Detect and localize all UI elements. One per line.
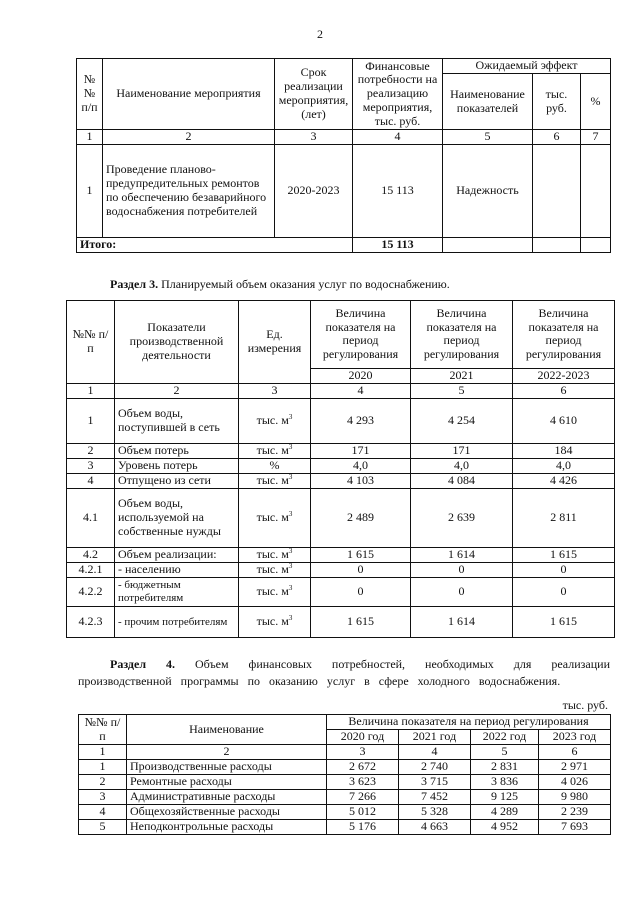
header-year-2: 2021 год [399,730,471,745]
header-indicator: Показатели производственной деятельности [115,301,239,384]
unit-text: тыс. м [256,547,289,562]
row-unit [239,399,311,444]
table-row [77,145,611,238]
row-name: - прочим потребителям [115,607,239,638]
row-name: Неподконтрольные расходы [127,820,327,835]
row-value-3: 1 615 [513,548,615,563]
section-4-heading [78,656,610,690]
section-4-units: тыс. руб. [562,698,608,712]
table-row [79,820,611,835]
header-value-2: Величина показателя на период регулирования [411,301,513,369]
unit-sup: 3 [288,584,293,593]
table-row [67,578,615,607]
row-value-1: 2 489 [311,489,411,548]
total-value: 15 113 [353,238,443,253]
row-value-1: 2 672 [327,760,399,775]
row-name: Производственные расходы [127,760,327,775]
col-number: 4 [311,384,411,399]
row-term: 2020-2023 [275,145,353,238]
row-unit [239,489,311,548]
row-value-4: 4 026 [539,775,611,790]
row-num: 4.2.2 [67,578,115,607]
row-num: 2 [67,444,115,459]
row-value-3: 184 [513,444,615,459]
header-value-3: Величина показателя на период регулирования [513,301,615,369]
row-num: 3 [67,459,115,474]
header-indicator-name: Наименование показателей [443,74,533,130]
row-value-2: 4 254 [411,399,513,444]
header-period: Величина показателя на период регулирования [327,715,611,730]
header-year-4: 2023 год [539,730,611,745]
row-num: 1 [79,760,127,775]
row-value-3: 4 952 [471,820,539,835]
header-num: №№ п/п [77,59,103,130]
header-year-3: 2022-2023 [513,368,615,383]
col-number: 1 [79,745,127,760]
row-value-2: 5 328 [399,805,471,820]
table-row [67,474,615,489]
row-value-1: 7 266 [327,790,399,805]
row-num: 3 [79,790,127,805]
total-empty [533,238,581,253]
unit-text: тыс. м [256,413,289,428]
col-number: 3 [275,130,353,145]
row-unit [239,444,311,459]
header-rub: тыс. руб. [533,74,581,130]
row-unit [239,459,311,474]
total-label: Итого: [77,238,353,253]
services-volume-table [66,300,615,638]
col-number: 4 [399,745,471,760]
row-name: Объем реализации: [115,548,239,563]
row-value-1: 4 293 [311,399,411,444]
financial-needs-table [78,714,611,835]
row-value-3: 4 289 [471,805,539,820]
row-value-3: 2 811 [513,489,615,548]
row-unit [239,474,311,489]
col-number: 3 [327,745,399,760]
unit-sup: 3 [288,547,293,556]
header-finance: Финансовые потребности на реализацию мероприятия, тыс. руб. [353,59,443,130]
row-value-2: 2 740 [399,760,471,775]
row-name: Административные расходы [127,790,327,805]
row-value-3: 4 426 [513,474,615,489]
table-row [79,790,611,805]
header-num: №№ п/п [79,715,127,745]
column-number-row [77,130,611,145]
header-effect: Ожидаемый эффект [443,59,611,74]
col-number: 2 [115,384,239,399]
row-name: - населению [115,563,239,578]
row-name: Ремонтные расходы [127,775,327,790]
col-number: 1 [77,130,103,145]
row-percent [581,145,611,238]
header-percent: % [581,74,611,130]
row-value-4: 7 693 [539,820,611,835]
row-name: Общехозяйственные расходы [127,805,327,820]
unit-text: % [269,458,280,473]
col-number: 3 [239,384,311,399]
unit-text: тыс. м [256,443,289,458]
row-unit [239,607,311,638]
row-value-2: 1 614 [411,607,513,638]
table-row [67,399,615,444]
row-num: 4 [79,805,127,820]
table-row [79,775,611,790]
row-name: Объем потерь [115,444,239,459]
section-3-title: Планируемый объем оказания услуг по водоснабжению. [158,277,450,291]
table-row [67,489,615,548]
row-num: 5 [79,820,127,835]
table-row [79,760,611,775]
col-number: 5 [471,745,539,760]
header-value-1: Величина показателя на период регулирования [311,301,411,369]
row-num: 4.2 [67,548,115,563]
table-row [67,444,615,459]
row-unit [239,578,311,607]
row-value-1: 5 012 [327,805,399,820]
row-name: Уровень потерь [115,459,239,474]
row-value-2: 7 452 [399,790,471,805]
col-number: 6 [533,130,581,145]
col-number: 7 [581,130,611,145]
row-value-1: 4 103 [311,474,411,489]
section-3-heading [110,276,610,293]
col-number: 2 [103,130,275,145]
row-num: 2 [79,775,127,790]
row-num: 4.2.1 [67,563,115,578]
column-number-row [67,384,615,399]
row-value-2: 4 084 [411,474,513,489]
row-value-2: 171 [411,444,513,459]
row-name: Проведение планово-предупредительных ремонтов по обеспечению безаварийного водоснабжения потребителей [103,145,275,238]
table-row [67,548,615,563]
section-3-prefix: Раздел 3. [110,277,159,291]
unit-sup: 3 [288,510,293,519]
row-value-3: 0 [513,578,615,607]
header-term: Срок реализации мероприятия, (лет) [275,59,353,130]
header-name: Наименование [127,715,327,745]
row-num: 4 [67,474,115,489]
header-name: Наименование мероприятия [103,59,275,130]
header-unit: Ед. измерения [239,301,311,384]
row-rub [533,145,581,238]
total-empty [443,238,533,253]
row-value-3: 4 610 [513,399,615,444]
header-year-2: 2021 [411,368,513,383]
activities-table [76,58,611,253]
page-number: 2 [317,27,323,41]
row-num: 4.2.3 [67,607,115,638]
col-number: 2 [127,745,327,760]
row-value-1: 5 176 [327,820,399,835]
unit-text: тыс. м [256,562,289,577]
row-value-1: 1 615 [311,548,411,563]
row-value-2: 2 639 [411,489,513,548]
row-num: 1 [77,145,103,238]
row-value-1: 0 [311,563,411,578]
col-number: 5 [411,384,513,399]
row-name: Объем воды, используемой на собственные нужды [115,489,239,548]
row-name: Отпущено из сети [115,474,239,489]
row-name: - бюджетным потребителям [115,578,239,607]
row-value-1: 3 623 [327,775,399,790]
unit-sup: 3 [288,614,293,623]
table-row [67,563,615,578]
col-number: 1 [67,384,115,399]
row-unit [239,563,311,578]
row-value-4: 2 239 [539,805,611,820]
row-value-4: 2 971 [539,760,611,775]
header-num: №№ п/п [67,301,115,384]
unit-sup: 3 [288,562,293,571]
row-value-2: 1 614 [411,548,513,563]
row-num: 1 [67,399,115,444]
header-year-1: 2020 [311,368,411,383]
table-row [79,805,611,820]
unit-sup: 3 [288,473,293,482]
row-value-1: 171 [311,444,411,459]
row-unit [239,548,311,563]
row-indicator: Надежность [443,145,533,238]
row-value-2: 0 [411,578,513,607]
row-num: 4.1 [67,489,115,548]
row-finance: 15 113 [353,145,443,238]
row-value-2: 4,0 [411,459,513,474]
row-value-3: 0 [513,563,615,578]
col-number: 5 [443,130,533,145]
row-value-3: 9 125 [471,790,539,805]
row-value-4: 9 980 [539,790,611,805]
unit-text: тыс. м [256,614,289,629]
row-value-2: 3 715 [399,775,471,790]
row-value-1: 4,0 [311,459,411,474]
table-row [67,607,615,638]
unit-text: тыс. м [256,584,289,599]
row-value-3: 3 836 [471,775,539,790]
row-value-1: 0 [311,578,411,607]
total-row [77,238,611,253]
header-year-1: 2020 год [327,730,399,745]
row-name: Объем воды, поступившей в сеть [115,399,239,444]
section-4-title: Объем финансовых потребностей, необходимых для реализации производственной программы по оказанию услуг в сфере холодного водоснабжения. [78,657,610,688]
row-value-3: 1 615 [513,607,615,638]
col-number: 4 [353,130,443,145]
row-value-3: 4,0 [513,459,615,474]
row-value-3: 2 831 [471,760,539,775]
unit-text: тыс. м [256,473,289,488]
total-empty [581,238,611,253]
column-number-row [79,745,611,760]
unit-text: тыс. м [256,510,289,525]
col-number: 6 [513,384,615,399]
unit-sup: 3 [288,443,293,452]
header-year-3: 2022 год [471,730,539,745]
col-number: 6 [539,745,611,760]
row-value-1: 1 615 [311,607,411,638]
row-value-2: 4 663 [399,820,471,835]
unit-sup: 3 [288,413,293,422]
section-4-prefix: Раздел 4. [110,657,176,671]
table-row [67,459,615,474]
row-value-2: 0 [411,563,513,578]
